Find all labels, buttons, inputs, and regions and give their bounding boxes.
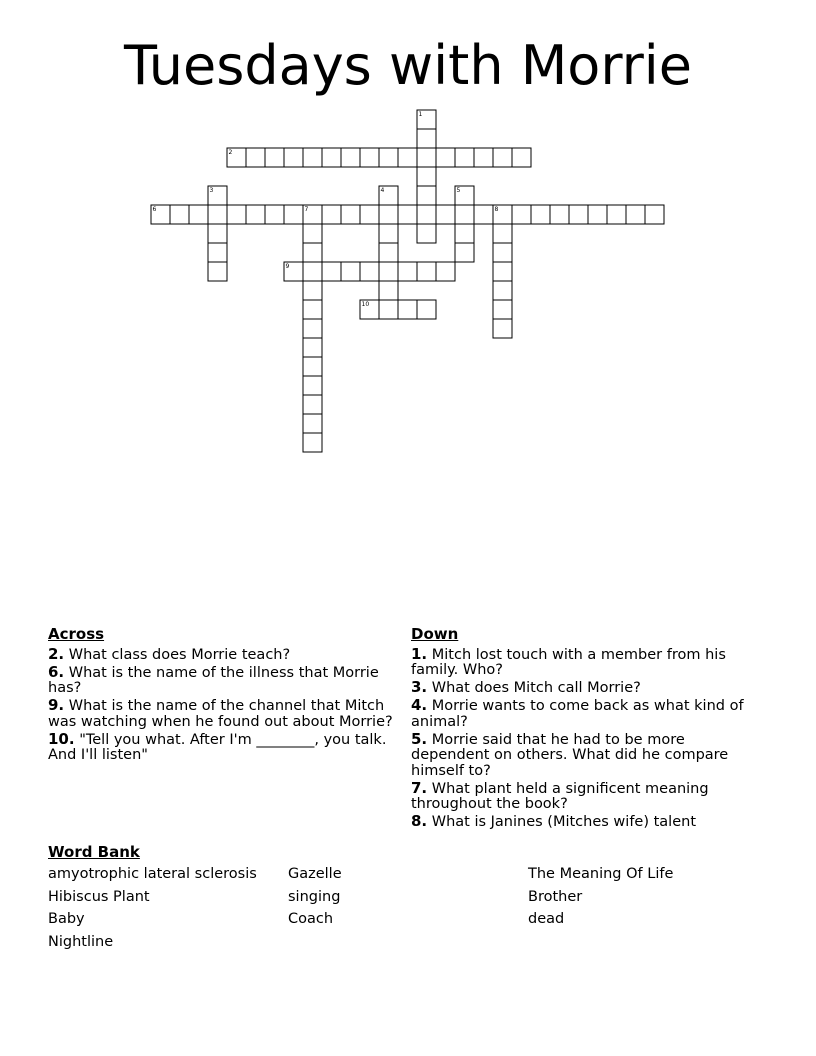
grid-cell[interactable]: [379, 205, 398, 224]
grid-cell[interactable]: [398, 262, 417, 281]
grid-cell[interactable]: [417, 262, 436, 281]
grid-cell[interactable]: [208, 243, 227, 262]
grid-cell[interactable]: [322, 262, 341, 281]
grid-cell[interactable]: [417, 186, 436, 205]
down-clue-4: 4. Morrie wants to come back as what kind of animal?: [411, 696, 744, 730]
grid-cell[interactable]: [398, 300, 417, 319]
word-bank-item: Baby: [48, 911, 85, 927]
grid-cell[interactable]: [341, 262, 360, 281]
grid-cell[interactable]: [360, 262, 379, 281]
grid-cell[interactable]: [493, 319, 512, 338]
across-clues: [48, 627, 398, 765]
grid-cell[interactable]: [436, 262, 455, 281]
grid-cell[interactable]: [303, 262, 322, 281]
grid-cell[interactable]: [303, 414, 322, 433]
grid-cell[interactable]: [246, 148, 265, 167]
grid-cell[interactable]: [303, 148, 322, 167]
grid-cell[interactable]: [455, 148, 474, 167]
word-bank-heading: Word Bank: [48, 843, 140, 861]
grid-cell[interactable]: [398, 205, 417, 224]
grid-cell[interactable]: [379, 224, 398, 243]
word-bank-item: Brother: [528, 889, 583, 905]
grid-cell[interactable]: [436, 148, 455, 167]
word-bank-item: The Meaning Of Life: [528, 866, 674, 882]
grid-cell[interactable]: [436, 205, 455, 224]
grid-cell[interactable]: [417, 148, 436, 167]
grid-cell[interactable]: [455, 224, 474, 243]
across-clue-6: 6. What is the name of the illness that Morrie has?: [48, 662, 379, 696]
word-bank-item: Hibiscus Plant: [48, 889, 150, 905]
grid-cell[interactable]: [341, 205, 360, 224]
grid-cell[interactable]: [493, 262, 512, 281]
across-clue-10: 10. "Tell you what. After I'm ________, you talk. And I'll listen": [48, 729, 387, 763]
grid-number-7: 7: [304, 206, 309, 213]
grid-cell[interactable]: [303, 281, 322, 300]
grid-cell[interactable]: [398, 148, 417, 167]
grid-cell[interactable]: [303, 243, 322, 262]
grid-cell[interactable]: [493, 148, 512, 167]
grid-cell[interactable]: [303, 357, 322, 376]
grid-cell[interactable]: [474, 148, 493, 167]
grid-cell[interactable]: [417, 205, 436, 224]
grid-cell[interactable]: [493, 243, 512, 262]
down-clue-7: 7. What plant held a significent meaning throughout the book?: [411, 778, 709, 812]
grid-cell[interactable]: [379, 243, 398, 262]
word-bank-item: Coach: [288, 911, 334, 927]
grid-cell[interactable]: [455, 205, 474, 224]
grid-number-9: 9: [285, 263, 290, 270]
grid-number-8: 8: [494, 206, 499, 213]
down-clue-3: 3. What does Mitch call Morrie?: [411, 678, 641, 696]
grid-cell[interactable]: [474, 205, 493, 224]
grid-cell[interactable]: [208, 262, 227, 281]
down-heading: Down: [411, 625, 459, 643]
grid-cell[interactable]: [341, 148, 360, 167]
grid-cell[interactable]: [531, 205, 550, 224]
grid-cell[interactable]: [493, 300, 512, 319]
grid-cell[interactable]: [322, 205, 341, 224]
across-clue-2: 2. What class does Morrie teach?: [48, 644, 291, 663]
grid-cell[interactable]: [265, 205, 284, 224]
grid-cell[interactable]: [512, 148, 531, 167]
grid-cell[interactable]: [284, 148, 303, 167]
grid-cell[interactable]: [303, 376, 322, 395]
grid-cell[interactable]: [626, 205, 645, 224]
grid-number-1: 1: [418, 111, 423, 118]
grid-number-4: 4: [380, 187, 385, 194]
across-clue-9: 9. What is the name of the channel that Mitch was watching when he found out about Morrie?: [48, 696, 393, 730]
grid-cell[interactable]: [303, 433, 322, 452]
grid-cell[interactable]: [303, 300, 322, 319]
down-clue-8: 8. What is Janines (Mitches wife) talent: [411, 812, 697, 830]
grid-cell[interactable]: [550, 205, 569, 224]
grid-cell[interactable]: [588, 205, 607, 224]
grid-cell[interactable]: [227, 205, 246, 224]
grid-cell[interactable]: [189, 205, 208, 224]
grid-number-6: 6: [152, 206, 157, 213]
grid-cell[interactable]: [360, 148, 379, 167]
grid-cell[interactable]: [512, 205, 531, 224]
grid-cell[interactable]: [284, 205, 303, 224]
grid-cell[interactable]: [417, 167, 436, 186]
grid-cell[interactable]: [322, 148, 341, 167]
grid-cell[interactable]: [493, 224, 512, 243]
grid-cell[interactable]: [208, 224, 227, 243]
grid-cell[interactable]: [379, 300, 398, 319]
grid-cell[interactable]: [303, 319, 322, 338]
word-bank-item: Nightline: [48, 934, 114, 950]
grid-cell[interactable]: [493, 281, 512, 300]
grid-cell[interactable]: [265, 148, 284, 167]
grid-cell[interactable]: [607, 205, 626, 224]
grid-cell[interactable]: [360, 205, 379, 224]
grid-cell[interactable]: [569, 205, 588, 224]
grid-cell[interactable]: [645, 205, 664, 224]
grid-cell[interactable]: [208, 205, 227, 224]
grid-number-5: 5: [456, 187, 461, 194]
grid-cell[interactable]: [417, 300, 436, 319]
grid-cell[interactable]: [455, 243, 474, 262]
grid-cell[interactable]: [246, 205, 265, 224]
grid-cell[interactable]: [303, 338, 322, 357]
down-clue-5: 5. Morrie said that he had to be more dependent on others. What did he compare himself to?: [411, 729, 729, 779]
grid-cell[interactable]: [170, 205, 189, 224]
grid-number-3: 3: [209, 187, 214, 194]
across-heading: Across: [48, 625, 105, 643]
down-clue-1: 1. Mitch lost touch with a member from his family. Who?: [411, 644, 726, 678]
word-bank-item: Gazelle: [288, 866, 342, 882]
grid-number-10: 10: [361, 301, 370, 308]
grid-cell[interactable]: [379, 281, 398, 300]
word-bank-item: dead: [528, 911, 565, 927]
grid-cell[interactable]: [417, 224, 436, 243]
grid-cell[interactable]: [303, 395, 322, 414]
down-clues: [411, 627, 761, 832]
word-bank-item: amyotrophic lateral sclerosis: [48, 866, 257, 882]
grid-cell[interactable]: [417, 129, 436, 148]
grid-cell[interactable]: [303, 224, 322, 243]
grid-cell[interactable]: [379, 148, 398, 167]
puzzle-title: Tuesdays with Morrie: [123, 34, 693, 97]
grid-number-2: 2: [228, 149, 233, 156]
word-bank-item: singing: [288, 889, 341, 905]
grid-cell[interactable]: [379, 262, 398, 281]
